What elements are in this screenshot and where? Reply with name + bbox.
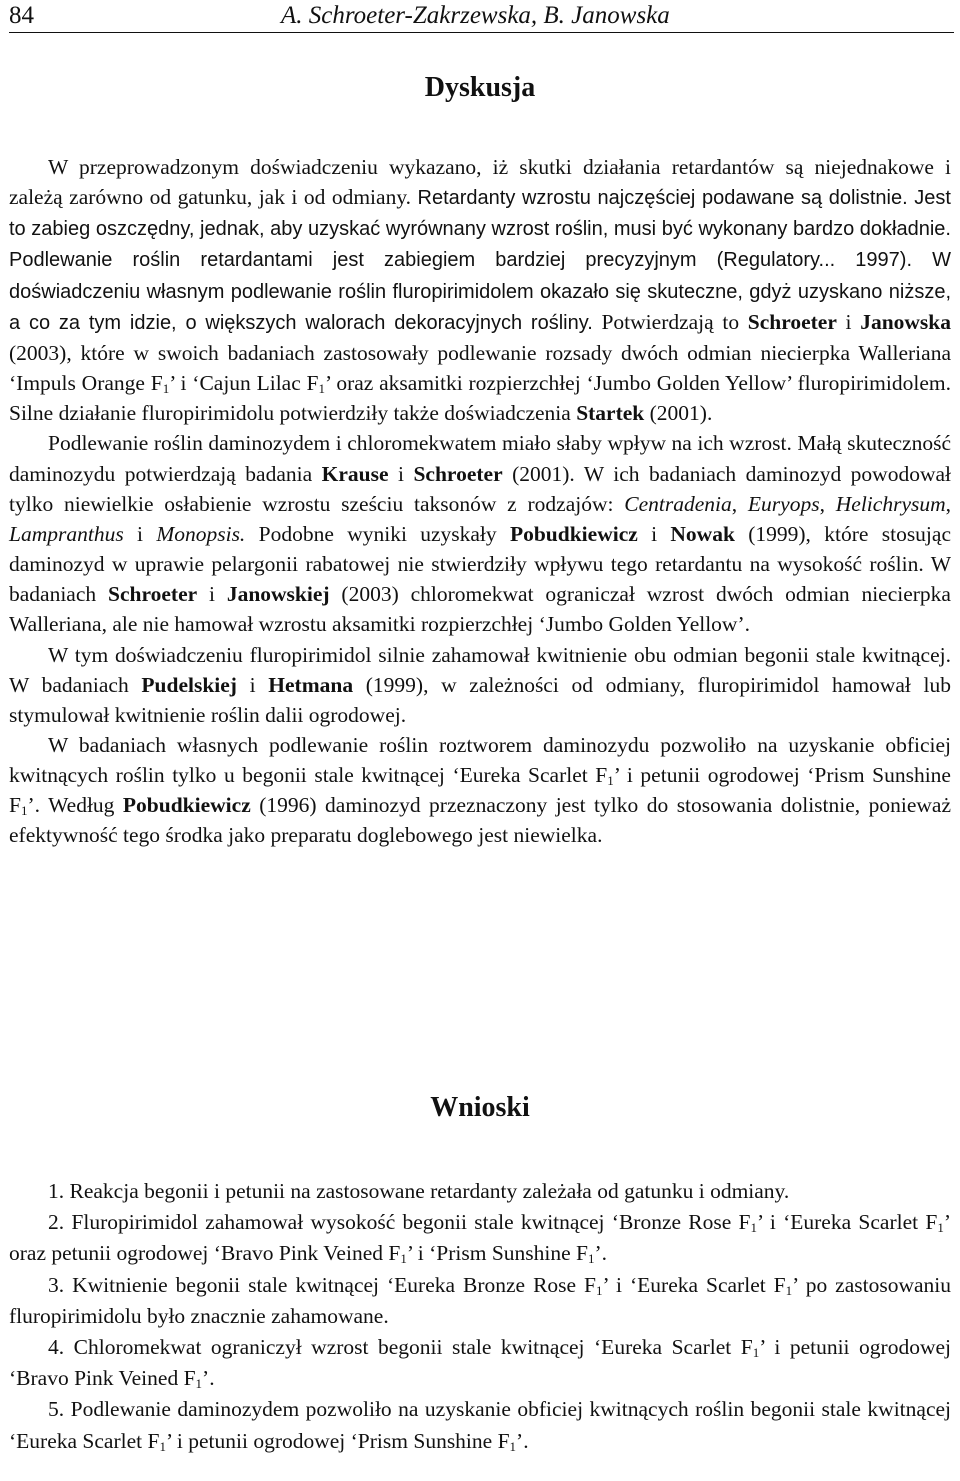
text-run: Podobne wyniki uzyskały — [245, 521, 510, 546]
text-run: ’. — [516, 1428, 529, 1453]
genus-name: Lampranthus — [9, 521, 124, 546]
text-run: i — [197, 582, 227, 607]
text-run: (1999), w zależności od odmiany, fluropirimidol hamował lub stymulował kwitnienie roślin dalii ogrodowej. — [9, 672, 951, 727]
subscript: 1 — [588, 1251, 595, 1267]
author-citation: Janowska — [860, 309, 951, 334]
subscript: 1 — [318, 381, 325, 397]
subscript: 1 — [162, 381, 170, 397]
conclusion-item-3 — [9, 1270, 951, 1332]
subscript: 1 — [20, 803, 28, 819]
subscript: 1 — [785, 1282, 793, 1298]
author-citation: Janowskiej — [226, 582, 330, 607]
genus-name: Euryops — [747, 491, 820, 516]
conclusion-item-1 — [9, 1176, 951, 1207]
author-citation: Pobudkiewicz — [509, 521, 638, 546]
genus-name: Helichrysum — [835, 491, 946, 516]
text-run: ’ i ‘Prism Sunshine F — [406, 1241, 589, 1266]
text-run: (1996) daminozyd przeznaczony jest tylko do stosowania dolistnie, ponieważ efektywność tego środka jako preparatu doglebowego jest niewielka. — [9, 793, 952, 848]
text-run: , — [945, 491, 952, 516]
author-citation: Hetmana — [268, 672, 354, 697]
text-run: ’ i ‘Eureka Scarlet F — [602, 1272, 786, 1297]
text-run: i — [388, 461, 414, 486]
author-citation: Schroeter — [413, 461, 503, 486]
text-run: ’. Według — [27, 793, 123, 818]
text-run: 2. Fluropirimidol zahamował wysokość begonii stale kwitnącej ‘Bronze Rose F — [48, 1210, 751, 1235]
author-citation: Pobudkiewicz — [122, 793, 251, 818]
text-run: ’. — [594, 1241, 608, 1266]
paragraph — [9, 730, 951, 851]
text-run: i — [836, 309, 861, 334]
paragraph — [9, 640, 951, 730]
text-run: (2003) chloromekwat ograniczał wzrost dwóch odmian niecierpka Walleriana, ale nie hamował wzrostu aksamitki rozpierzchłej ‘Jumbo Golden Yellow’. — [9, 582, 951, 637]
text-run: ’ i ‘Cajun Lilac F — [169, 371, 319, 396]
text-run: Potwierdzają to — [592, 309, 748, 334]
author-citation: Schroeter — [108, 582, 198, 607]
text-run: (2003), które w swoich badaniach zastosowały podlewanie rozsady dwóch odmian niecierpka Walleriana ‘Impuls Orange F — [9, 340, 951, 396]
author-citation: Schroeter — [747, 309, 837, 334]
author-citation: Startek — [576, 401, 645, 426]
page-number: 84 — [9, 2, 34, 29]
text-run-sans: Retardanty wzrostu najczęściej podawane są dolistnie. Jest to zabieg oszczędny, jednak, aby uzyskać wyrównany wzrost roślin, musi być wykonany bardzo dokładnie. Podlewanie roślin retardantami jest zabiegiem bardziej precyzyjnym (Regulatory... 1997). W doświadczeniu własnym podlewanie roślin fluropirimidolem okazało się skuteczne, gdyż uzyskano niższe, a co za tym idzie, o większych walorach dekoracyjnych rośliny. — [9, 187, 951, 334]
conclusion-item-4 — [9, 1332, 951, 1394]
section-heading-discussion: Dyskusja — [424, 72, 536, 103]
subscript: 1 — [752, 1345, 760, 1361]
running-title: A. Schroeter-Zakrzewska, B. Janowska — [281, 2, 670, 29]
text-run: 5. Podlewanie daminozydem pozwoliło na uzyskanie obficiej kwitnących roślin begonii stale kwitnącej ‘Eureka Scarlet F — [9, 1397, 951, 1453]
conclusion-item-2 — [9, 1207, 951, 1269]
subscript: 1 — [509, 1438, 517, 1454]
text-run: (2001). — [644, 401, 713, 426]
author-citation: Krause — [321, 461, 389, 486]
text-run: , — [819, 491, 836, 516]
text-run: i — [637, 521, 671, 546]
page-header — [9, 0, 954, 32]
genus-name: Monopsis. — [156, 521, 246, 546]
text-run: 4. Chloromekwat ograniczył wzrost begonii stale kwitnącej ‘Eureka Scarlet F — [48, 1335, 753, 1360]
text-run: W tym doświadczeniu fluropirimidol silnie zahamował kwitnienie obu odmian begonii stale kwitnącej. W badaniach — [9, 642, 951, 697]
text-run: (2001). W ich badaniach daminozyd powodował tylko niewielkie osłabienie wzrostu sześciu taksonów z rodzajów: — [9, 461, 951, 516]
conclusions-list — [9, 1176, 951, 1457]
discussion-body — [9, 152, 951, 851]
genus-name: Centradenia — [624, 491, 732, 516]
text-run: ’ i petunii ogrodowej ‘Bravo Pink Veined F — [9, 1335, 951, 1391]
subscript: 1 — [750, 1220, 758, 1236]
author-citation: Nowak — [670, 521, 735, 546]
text-run: (1999), które stosując daminozyd w uprawie pelargonii rabatowej nie stwierdziły wpływu tego retardantu na wysokość roślin. W badaniach — [9, 521, 951, 607]
text-run: ’ i petunii ogrodowej ‘Prism Sunshine F — [165, 1428, 510, 1453]
text-run: ’ oraz aksamitki rozpierzchłej ‘Jumbo Golden Yellow’ fluropirimidolem. Silne działanie fluropirimidolu potwierdziły także doświadczenia — [9, 371, 951, 426]
text-run: Podlewanie roślin daminozydem i chloromekwatem miało słaby wpływ na ich wzrost. Małą skuteczność daminozydu potwierdzają badania — [9, 431, 951, 486]
header-rule — [9, 32, 954, 33]
paragraph — [9, 152, 951, 428]
text-run: W badaniach własnych podlewanie roślin roztworem daminozydu pozwoliło na uzyskanie obficiej kwitnących roślin tylko u begonii stale kwitnącej ‘Eureka Scarlet F — [9, 732, 951, 788]
text-run: , — [731, 491, 748, 516]
text-run: i — [236, 672, 269, 697]
subscript: 1 — [596, 1282, 603, 1298]
subscript: 1 — [937, 1220, 944, 1236]
text-run: i — [123, 521, 157, 546]
text-run: ’ i petunii ogrodowej ‘Prism Sunshine F — [9, 763, 951, 818]
conclusion-item-5 — [9, 1394, 951, 1456]
author-citation: Pudelskiej — [141, 672, 237, 697]
subscript: 1 — [607, 773, 614, 789]
text-run: 1. Reakcja begonii i petunii na zastosowane retardanty zależała od gatunku i odmiany. — [48, 1179, 790, 1203]
text-run: ’ po zastosowaniu fluropirimidolu było znacznie zahamowane. — [9, 1272, 952, 1328]
paragraph — [9, 428, 951, 639]
section-heading-conclusions: Wnioski — [430, 1092, 530, 1123]
subscript: 1 — [400, 1251, 407, 1267]
subscript: 1 — [195, 1376, 203, 1392]
text-run: ’ oraz petunii ogrodowej ‘Bravo Pink Veined F — [9, 1210, 951, 1266]
subscript: 1 — [159, 1438, 166, 1454]
text-run: W przeprowadzonym doświadczeniu wykazano, iż skutki działania retardantów są niejednakowe i zależą zarówno od gatunku, jak i od odmiany. — [9, 155, 951, 210]
text-run: ’ i ‘Eureka Scarlet F — [757, 1210, 938, 1235]
text-run: ’. — [202, 1366, 215, 1391]
text-run: 3. Kwitnienie begonii stale kwitnącej ‘Eureka Bronze Rose F — [48, 1272, 597, 1297]
